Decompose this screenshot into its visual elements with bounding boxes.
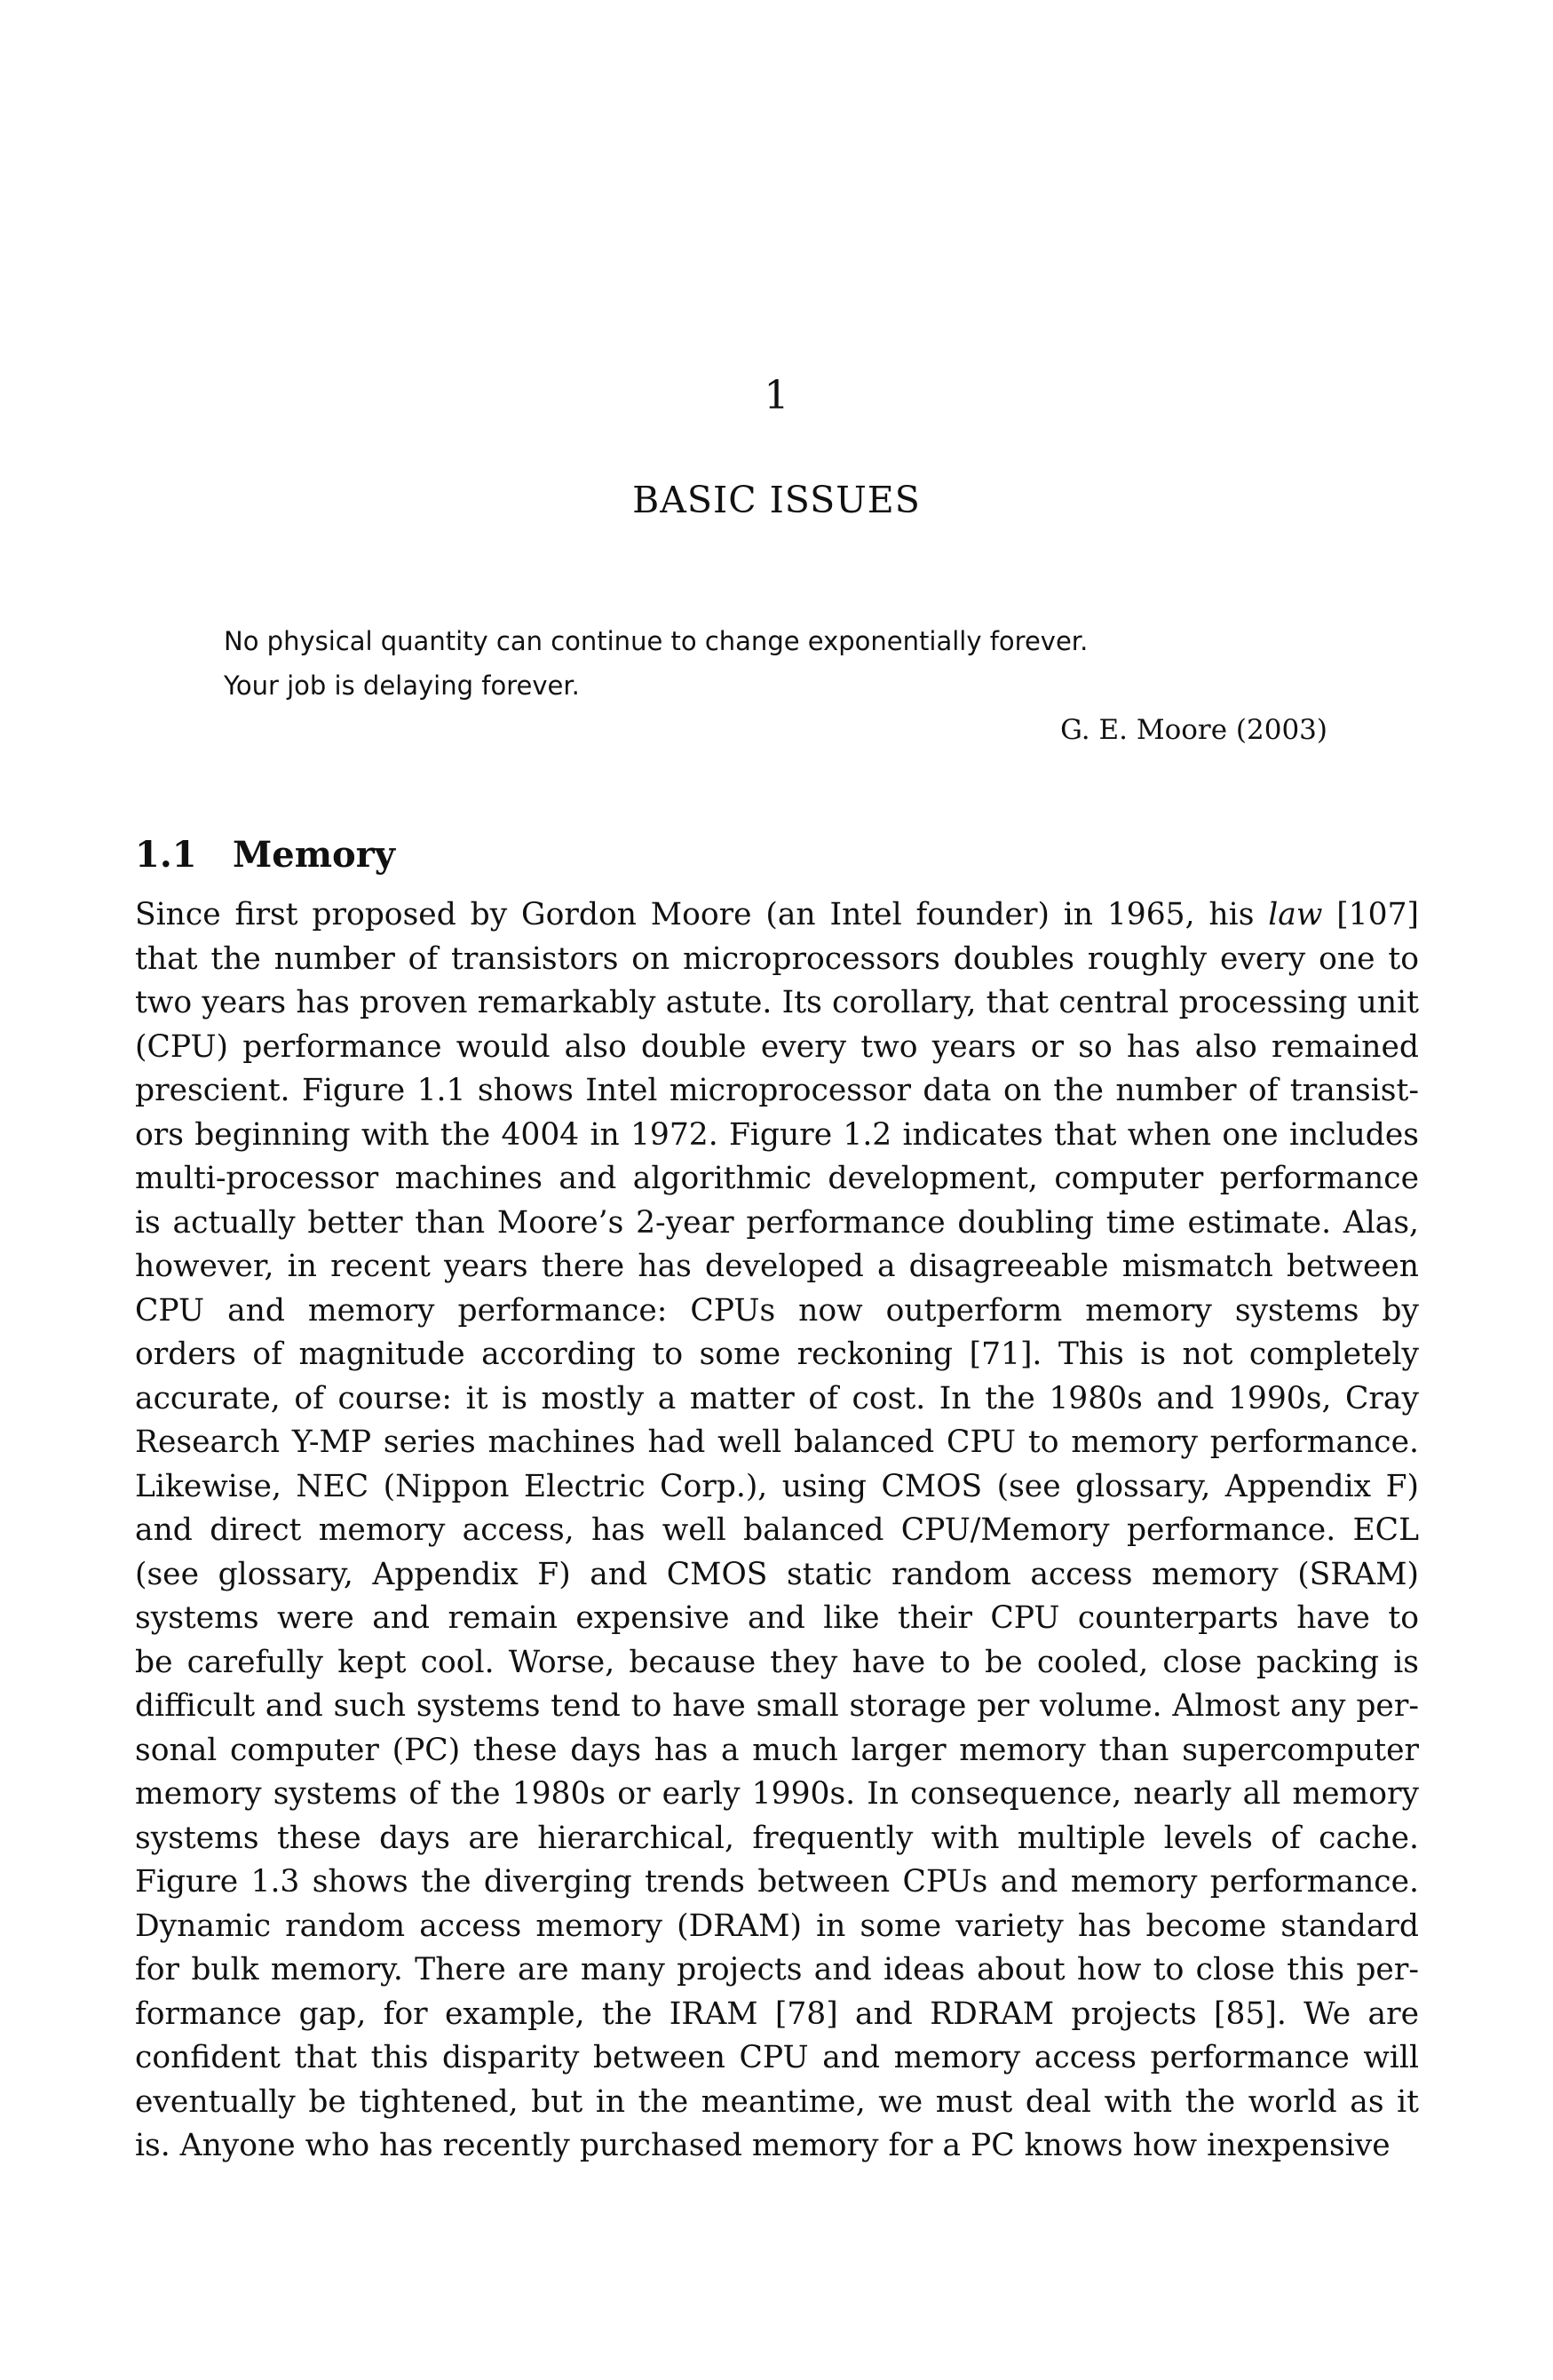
chapter-title: BASIC ISSUES bbox=[632, 479, 921, 521]
paragraph-line: systems these days are hierarchical, frequently with multiple levels of cache. bbox=[135, 1820, 1419, 1856]
chapter-number: 1 bbox=[764, 373, 789, 418]
paragraph-line: (see glossary, Appendix F) and CMOS static random access memory (SRAM) bbox=[135, 1556, 1419, 1592]
paragraph-line: formance gap, for example, the IRAM [78] and RDRAM projects [85]. We are bbox=[135, 1995, 1419, 2032]
paragraph-line: Likewise, NEC (Nippon Electric Corp.), using CMOS (see glossary, Appendix F) bbox=[135, 1468, 1419, 1504]
paragraph-line: ors beginning with the 4004 in 1972. Figure 1.2 indicates that when one includes bbox=[135, 1116, 1419, 1153]
paragraph-line: is actually better than Moore’s 2-year performance doubling time estimate. Alas, bbox=[135, 1204, 1419, 1241]
section-number: 1.1 bbox=[135, 834, 197, 876]
paragraph-line: be carefully kept cool. Worse, because they have to be cooled, close packing is bbox=[135, 1644, 1419, 1680]
body-paragraph bbox=[135, 893, 1419, 2169]
paragraph-line: multi-processor machines and algorithmic development, computer performance bbox=[135, 1161, 1419, 1196]
paragraph-line: orders of magnitude according to some reckoning [71]. This is not completely bbox=[135, 1337, 1419, 1372]
paragraph-line: for bulk memory. There are many projects and ideas about how to close this per- bbox=[135, 1952, 1419, 1987]
paragraph-line: sonal computer (PC) these days has a much larger memory than supercomputer bbox=[135, 1732, 1419, 1768]
paragraph-line: prescient. Figure 1.1 shows Intel microprocessor data on the number of transist- bbox=[135, 1073, 1419, 1108]
epigraph-line: Your job is delaying forever. bbox=[224, 670, 580, 701]
paragraph-line: and direct memory access, has well balanced CPU/Memory performance. ECL bbox=[135, 1512, 1419, 1548]
paragraph-line: eventually be tightened, but in the meantime, we must deal with the world as it bbox=[135, 2083, 1419, 2120]
paragraph-line: that the number of transistors on microprocessors doubles roughly every one to bbox=[135, 940, 1419, 977]
paragraph-line: two years has proven remarkably astute. Its corollary, that central processing unit bbox=[135, 985, 1419, 1020]
paragraph-line: memory systems of the 1980s or early 1990s. In consequence, nearly all memory bbox=[135, 1776, 1419, 1812]
epigraph-quote bbox=[224, 619, 1334, 708]
paragraph-line: (CPU) performance would also double every two years or so has also remained bbox=[135, 1028, 1419, 1065]
paragraph-line: Research Y-MP series machines had well balanced CPU to memory performance. bbox=[135, 1424, 1419, 1460]
paragraph-line: Since first proposed by Gordon Moore (an Intel founder) in 1965, his law [107] bbox=[135, 897, 1419, 932]
paragraph-line: CPU and memory performance: CPUs now outperform memory systems by bbox=[135, 1292, 1419, 1329]
emphasis-law: law bbox=[1268, 897, 1323, 932]
epigraph-line: No physical quantity can continue to change exponentially forever. bbox=[224, 626, 1089, 656]
paragraph-line: difficult and such systems tend to have small storage per volume. Almost any per- bbox=[135, 1688, 1419, 1724]
paragraph-line: is. Anyone who has recently purchased memory for a PC knows how inexpensive bbox=[135, 2128, 1391, 2163]
paragraph-line: however, in recent years there has developed a disagreeable mismatch between bbox=[135, 1249, 1419, 1284]
paragraph-line: systems were and remain expensive and like their CPU counterparts have to bbox=[135, 1600, 1419, 1636]
paragraph-line: accurate, of course: it is mostly a matter of cost. In the 1980s and 1990s, Cray bbox=[135, 1380, 1419, 1416]
paragraph-line: confident that this disparity between CPU and memory access performance will bbox=[135, 2040, 1419, 2075]
paragraph-line: Dynamic random access memory (DRAM) in some variety has become standard bbox=[135, 1908, 1419, 1944]
section-heading bbox=[135, 833, 395, 877]
section-title: Memory bbox=[233, 834, 396, 876]
epigraph-attribution: G. E. Moore (2003) bbox=[1060, 714, 1327, 746]
paragraph-line: Figure 1.3 shows the diverging trends between CPUs and memory performance. bbox=[135, 1864, 1419, 1900]
